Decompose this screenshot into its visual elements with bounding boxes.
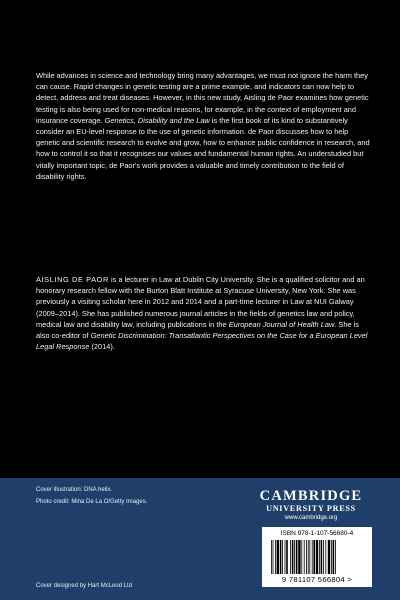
- blurb-part-2: is the first book of its kind to substantively consider an EU-level response to the use of genetic information. de Paor discusses how to help genetic and scientific research to evolve and grow, how to enhance public confidence in research, and how to control it so that it recognises our values and fundamental human rights. An understudied but vitally important topic, de Paor's work provides a valuable and timely contribution to the field of disability rights.: [36, 115, 370, 181]
- photo-credit: Photo credit: Mina De La O/Getty Images.: [36, 499, 148, 505]
- cover-design-credit: Cover designed by Hart McLeod Ltd: [36, 583, 133, 589]
- author-bio-part-2: . She is also co-editor of: [36, 319, 359, 341]
- publisher-name: CAMBRIDGE: [259, 488, 363, 504]
- barcode-bars: [265, 540, 369, 574]
- author-bio: [36, 274, 372, 352]
- author-bio-part-1: is a lecturer in Law at Dublin City University. She is a qualified solicitor and an honorary research fellow with the Burton Blatt Institute at Syracuse University, New York. She was previously a visiting scholar here in 2012 and 2014 and a part-time lecturer in Law at NUI Galway (2009–2014). She has published numerous journal articles in the fields of genetics law and policy, medical law and disability law, including publications in the: [36, 275, 365, 329]
- blurb-text: [36, 70, 372, 182]
- publisher-logo: [252, 489, 370, 523]
- author-coedited-title: Genetic Discrimination: Transatlantic Perspectives on the Case for a European Level Legal Response: [36, 331, 368, 352]
- blurb-part-1: While advances in science and technology bring many advantages, we must not ignore the harm they can cause. Rapid changes in genetic testing are a prime example, and indicators can now help to detect, address and treat diseases. However, in this new study, Aisling de Paor examines how genetic testing is also being used for non-medical reasons, for example, in the context of employment and insurance coverage.: [36, 71, 369, 125]
- author-name: AISLING DE PAOR: [36, 275, 109, 284]
- author-bio-part-3: (2014).: [89, 342, 115, 352]
- cover-illustration-credit: Cover illustration: DNA helix.: [36, 487, 113, 493]
- blurb-book-title: Genetics, Disability and the Law: [104, 115, 210, 125]
- isbn-label: ISBN 978-1-107-56680-4: [280, 530, 354, 537]
- barcode-digits: 9 781107 566804 >: [281, 575, 353, 584]
- publisher-subname: UNIVERSITY PRESS: [266, 504, 356, 513]
- publisher-url: www.cambridge.org: [284, 515, 338, 521]
- isbn-barcode: [262, 527, 372, 587]
- author-journal-title: European Journal of Health Law: [228, 319, 335, 329]
